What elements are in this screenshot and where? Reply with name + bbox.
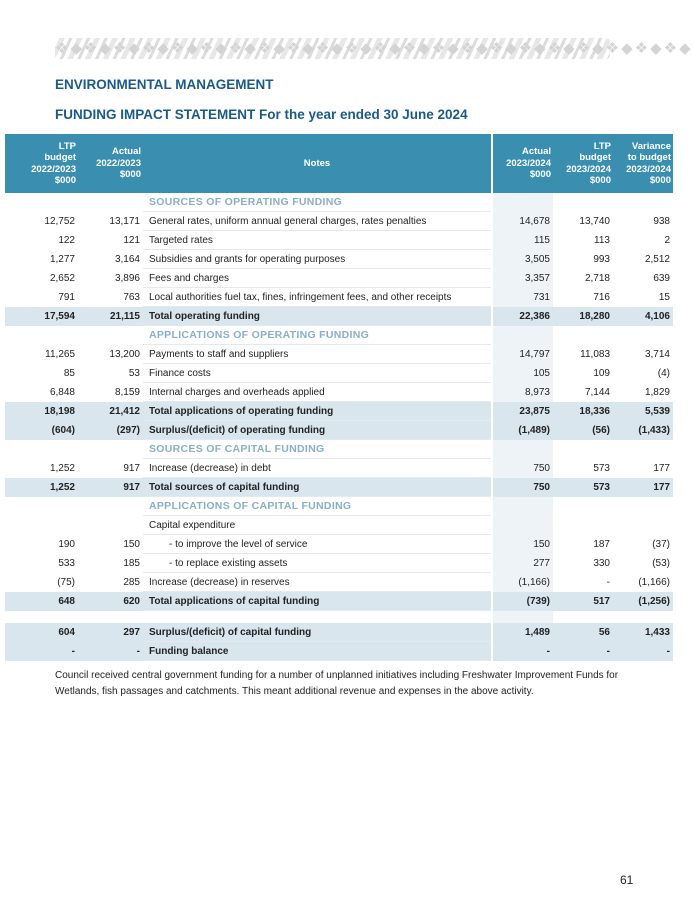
actual-prev-cell: 3,896 [114,272,140,284]
row-label: Surplus/(deficit) of capital funding [143,623,492,642]
row-label: Capital expenditure [143,516,492,535]
empty-cell [613,326,673,345]
empty-cell [613,611,673,624]
table-row [5,516,673,535]
ltp-cell: 18,280 [553,307,613,326]
header-actual-prev: Actual 2022/2023 $000 [78,134,143,193]
row-label: Increase (decrease) in reserves [143,573,492,592]
header-variance: Variance to budget 2023/2024 $000 [613,134,673,193]
variance-cell: 177 [653,462,670,474]
ltp-prev-cell: 1,277 [49,253,75,265]
table-total-row [5,623,673,642]
actual-prev-cell: 21,412 [78,402,143,421]
table-total-row [5,478,673,497]
ltp-cell: - [606,576,610,588]
actual-prev-cell: 53 [128,367,140,379]
table-row [5,554,673,573]
table-spacer-row [5,611,673,624]
empty-cell [78,440,143,459]
variance-cell: 3,714 [644,348,670,360]
footnote: Council received central government funding for a number of unplanned initiatives including Freshwater Improvement Funds for Wetlands, fish passages and catchments. This meant additional revenue and expenses in the above activity. [55,670,619,697]
header-actual-cur: Actual 2023/2024 $000 [492,134,553,193]
variance-cell: (1,256) [613,592,673,611]
row-label: Total sources of capital funding [143,478,492,497]
empty-cell [553,497,613,516]
ltp-prev-cell: 2,652 [49,272,75,284]
ltp-prev-cell: 18,198 [5,402,78,421]
table-row [5,250,673,269]
ltp-cell: 56 [553,623,613,642]
variance-cell: 1,433 [613,623,673,642]
table-section-heading [5,326,673,345]
ltp-cell: 113 [594,234,610,246]
row-label: Subsidies and grants for operating purposes [143,250,492,269]
empty-cell [5,611,78,624]
ltp-prev-cell: 791 [58,291,75,303]
empty-cell [492,611,553,624]
section-heading-label: APPLICATIONS OF CAPITAL FUNDING [143,497,492,516]
row-label: Targeted rates [143,231,492,250]
variance-cell: - [613,642,673,661]
actual-cell: 750 [492,478,553,497]
ltp-cell: 11,083 [580,348,610,360]
header-ltp-prev: LTP budget 2022/2023 $000 [5,134,78,193]
empty-cell [553,326,613,345]
ltp-prev-cell: 190 [58,538,75,550]
table-section-heading [5,497,673,516]
header-notes: Notes [143,134,492,193]
row-label: Total applications of capital funding [143,592,492,611]
actual-cell: (1,166) [492,573,553,592]
actual-cell: 22,386 [492,307,553,326]
row-label: Increase (decrease) in debt [143,459,492,478]
row-label: Surplus/(deficit) of operating funding [143,421,492,440]
ltp-cell: 573 [593,462,610,474]
actual-prev-cell: - [78,642,143,661]
ltp-cell: - [553,642,613,661]
variance-cell: (37) [652,538,670,550]
empty-cell [613,440,673,459]
actual-prev-cell: (297) [78,421,143,440]
empty-cell [492,497,553,516]
actual-prev-cell: 21,115 [78,307,143,326]
empty-cell [78,193,143,212]
actual-cell: 277 [492,554,553,573]
empty-cell [78,611,143,624]
actual-cell: 14,678 [492,212,553,231]
table-total-row [5,592,673,611]
actual-cell: 105 [492,364,553,383]
ltp-cell: 330 [593,557,610,569]
ltp-prev-cell: 85 [63,367,75,379]
variance-cell: 639 [653,272,670,284]
empty-cell [492,440,553,459]
actual-prev-cell [78,516,143,535]
actual-cell: 150 [492,535,553,554]
empty-cell [5,440,78,459]
ltp-cell: 18,336 [553,402,613,421]
row-label: Funding balance [143,642,492,661]
table-row [5,345,673,364]
actual-prev-cell: 121 [123,234,140,246]
row-label: Payments to staff and suppliers [143,345,492,364]
ltp-prev-cell: 533 [58,557,75,569]
section-title: ENVIRONMENTAL MANAGEMENT [55,77,274,92]
actual-prev-cell: 150 [123,538,140,550]
table-section-heading [5,193,673,212]
actual-cell: 23,875 [492,402,553,421]
table-row [5,535,673,554]
empty-cell [5,326,78,345]
variance-cell: (1,433) [613,421,673,440]
table-total-row [5,402,673,421]
actual-prev-cell: 297 [78,623,143,642]
table-row [5,231,673,250]
ltp-cell [553,516,613,535]
section-heading-label: APPLICATIONS OF OPERATING FUNDING [143,326,492,345]
row-label: Internal charges and overheads applied [143,383,492,402]
table-row [5,212,673,231]
empty-cell [553,440,613,459]
actual-cell: 750 [492,459,553,478]
actual-cell: 731 [492,288,553,307]
table-row [5,364,673,383]
variance-cell: 938 [653,215,670,227]
actual-cell: 115 [492,231,553,250]
actual-prev-cell: 3,164 [114,253,140,265]
actual-prev-cell: 917 [123,462,140,474]
table-row [5,383,673,402]
actual-prev-cell: 917 [78,478,143,497]
ltp-prev-cell: 6,848 [49,386,75,398]
actual-cell: 14,797 [492,345,553,364]
actual-prev-cell: 185 [123,557,140,569]
variance-cell: (4) [657,367,670,379]
table-row [5,288,673,307]
ltp-prev-cell: 11,265 [45,348,75,360]
variance-cell: 5,539 [613,402,673,421]
ltp-cell: 109 [593,367,610,379]
table-section-heading [5,440,673,459]
ltp-cell: 573 [553,478,613,497]
row-label: Total operating funding [143,307,492,326]
ltp-prev-cell: 1,252 [5,478,78,497]
actual-cell: 1,489 [492,623,553,642]
empty-cell [553,611,613,624]
actual-cell [492,516,553,535]
empty-cell [492,193,553,212]
actual-prev-cell: 285 [123,576,140,588]
ltp-prev-cell: (604) [5,421,78,440]
ltp-prev-cell: - [5,642,78,661]
decorative-banner [55,38,693,59]
actual-prev-cell: 13,171 [109,215,140,227]
variance-cell: 177 [613,478,673,497]
pattern-icon: ❖◆❖◆❖◆❖◆❖◆❖◆❖◆❖◆❖◆❖◆❖◆❖◆❖◆❖◆❖◆❖◆❖◆❖◆❖◆❖◆❖◆❖◆ [55,40,693,57]
ltp-prev-cell: 1,252 [49,462,75,474]
table-row [5,573,673,592]
actual-cell: 3,505 [492,250,553,269]
empty-cell [78,497,143,516]
variance-cell: 1,829 [644,386,670,398]
ltp-prev-cell: 604 [5,623,78,642]
row-label: - to improve the level of service [143,535,492,554]
ltp-prev-cell: (75) [57,576,75,588]
actual-cell: (1,489) [492,421,553,440]
table-header-row [5,134,673,193]
actual-prev-cell: 620 [78,592,143,611]
row-label: Fees and charges [143,269,492,288]
ltp-cell: 517 [553,592,613,611]
variance-cell [613,516,673,535]
row-label: Finance costs [143,364,492,383]
variance-cell: (1,166) [638,576,670,588]
variance-cell: 15 [658,291,670,303]
ltp-cell: (56) [553,421,613,440]
empty-cell [553,193,613,212]
ltp-cell: 993 [593,253,610,265]
variance-cell: 4,106 [613,307,673,326]
ltp-cell: 187 [593,538,610,550]
table-total-row [5,421,673,440]
ltp-cell: 2,718 [584,272,610,284]
empty-cell [78,326,143,345]
actual-prev-cell: 8,159 [114,386,140,398]
statement-title: FUNDING IMPACT STATEMENT For the year ended 30 June 2024 [55,107,468,122]
empty-cell [492,326,553,345]
ltp-prev-cell: 17,594 [5,307,78,326]
variance-cell: 2,512 [644,253,670,265]
section-heading-label: SOURCES OF OPERATING FUNDING [143,193,492,212]
table-total-row [5,642,673,661]
actual-prev-cell: 763 [123,291,140,303]
header-ltp-cur: LTP budget 2023/2024 $000 [553,134,613,193]
ltp-prev-cell: 122 [58,234,75,246]
actual-cell: (739) [492,592,553,611]
empty-cell [613,497,673,516]
actual-cell: 8,973 [492,383,553,402]
page-number: 61 [620,873,634,887]
ltp-prev-cell: 12,752 [44,215,75,227]
row-label: Local authorities fuel tax, fines, infringement fees, and other receipts [143,288,492,307]
variance-cell: (53) [652,557,670,569]
actual-cell: 3,357 [492,269,553,288]
variance-cell: 2 [664,234,670,246]
table-row [5,269,673,288]
ltp-cell: 13,740 [579,215,610,227]
table-body [5,193,673,661]
row-label: Total applications of operating funding [143,402,492,421]
row-label: General rates, uniform annual general charges, rates penalties [143,212,492,231]
actual-cell: - [492,642,553,661]
funding-impact-table [5,134,673,661]
ltp-prev-cell [5,516,78,535]
table-total-row [5,307,673,326]
empty-cell [613,193,673,212]
actual-prev-cell: 13,200 [109,348,140,360]
row-label: - to replace existing assets [143,554,492,573]
ltp-cell: 716 [593,291,610,303]
empty-cell [143,611,492,624]
empty-cell [5,497,78,516]
section-heading-label: SOURCES OF CAPITAL FUNDING [143,440,492,459]
empty-cell [5,193,78,212]
table-row [5,459,673,478]
ltp-prev-cell: 648 [5,592,78,611]
ltp-cell: 7,144 [584,386,610,398]
